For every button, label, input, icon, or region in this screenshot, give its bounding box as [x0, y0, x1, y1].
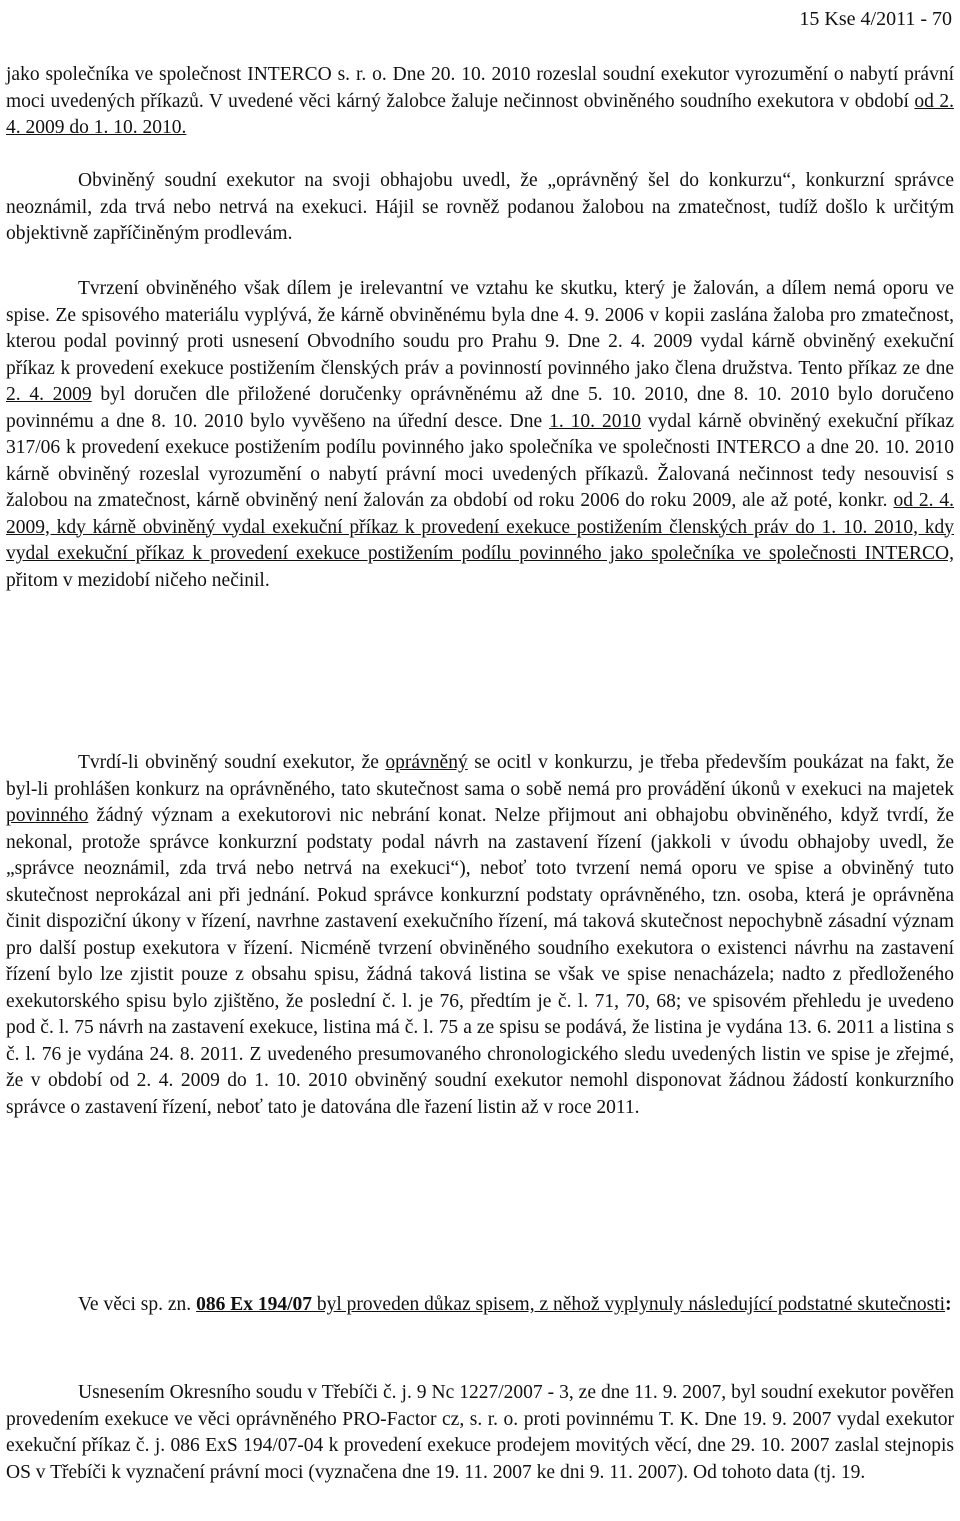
case-number-link: 086 Ex 194/07 [196, 1294, 312, 1315]
paragraph-3-underlined-period: od 2. 4. 2009, kdy kárně obviněný vydal exekuční příkaz k provedení exekuce postižením členských práv do 1. 10. 2010, kdy vydal exekuční příkaz k provedení exekuce postižením podílu povinného jako společníka ve společnosti INTERCO, [6, 490, 955, 564]
paragraph-6 [6, 1380, 954, 1486]
paragraph-3-text-1: Tvrzení obviněného však dílem je irelevantní ve vztahu ke skutku, který je žalován, a dílem nemá oporu ve spise. Ze spisového materiálu vyplývá, že kárně obviněnému byla dne 4. 9. 2006 v kopii zaslána žaloba pro zmatečnost, kterou podal povinný proti usnesení Obvodního soudu pro Prahu 9. Dne 2. 4. 2009 vydal kárně obviněný exekuční příkaz k provedení exekuce postižením členských práv a povinností povinného jako člena družstva. Tento příkaz ze dne [6, 278, 954, 379]
paragraph-4-text-3: žádný význam a exekutorovi nic nebrání konat. Nelze přijmout ani obhajobu obviněného, když tvrdí, že nekonal, protože správce konkurzní podstaty podal návrh na zastavení řízení (jakkoli v úvodu obhajoby uvedl, že „správce neoznámil, zda trvá nebo netrvá na exekuci“), neboť toto tvrzení nemá oporu ve spise a obviněný tuto skutečnost neprokázal ani při jednání. Pokud správce konkurzní podstaty oprávněného, tzn. osoba, která je oprávněna činit dispoziční úkony v řízení, navrhne zastavení exekučního řízení, má taková skutečnost nepochybně zásadní význam pro další postup exekutora v řízení. Nicméně tvrzení obviněného soudního exekutora o existenci návrhu na zastavení řízení bylo lze zjistit pouze z obsahu spisu, žádná taková listina se však ve spise nenacházela; nadto z předloženého exekutorského spisu bylo zjištěno, že poslední č. l. je 76, předtím je č. l. 71, 70, 68; ve spisovém přehledu je uvedeno pod č. l. 75 návrh na zastavení exekuce, listina má č. l. 75 a ze spisu se podává, že listina je vydána 13. 6. 2011 a listina s č. l. 76 je vydána 24. 8. 2011. Z uvedeného presumovaného chronologického sledu uvedených listin ve spise je zřejmé, že v období od 2. 4. 2009 do 1. 10. 2010 obviněný soudní exekutor nemohl disponovat žádnou žádostí konkurzního správce o zastavení řízení, neboť tato je datována dle řazení listin až v roce 2011. [6, 805, 954, 1118]
paragraph-3-text-4: přitom v mezidobí ničeho nečinil. [6, 569, 270, 591]
paragraph-3-underlined-date-1: 2. 4. 2009 [6, 384, 92, 405]
paragraph-4-underlined-povinneho: povinného [6, 805, 89, 826]
paragraph-2-text: Obviněný soudní exekutor na svoji obhajobu uvedl, že „oprávněný šel do konkurzu“, konkurzní správce neoznámil, zda trvá nebo netrvá na exekuci. Hájil se rovněž podanou žalobou na zmatečnost, tudíž došlo k určitým objektivně zapříčiněným prodlevám. [6, 170, 954, 244]
paragraph-1 [6, 62, 954, 142]
paragraph-4-underlined-opravneny: oprávněný [385, 752, 468, 773]
paragraph-4-text-2: se ocitl v konkurzu, je třeba především poukázat na fakt, že byl-li prohlášen konkurz na oprávněného, tato skutečnost sama o sobě nemá pro provádění úkonů v exekuci na majetek [6, 752, 954, 800]
paragraph-6-text: Usnesením Okresního soudu v Třebíči č. j. 9 Nc 1227/2007 - 3, ze dne 11. 9. 2007, byl soudní exekutor pověřen provedením exekuce ve věci oprávněného PRO-Factor cz, s. r. o. proti povinnému T. K. Dne 19. 9. 2007 vydal exekutor exekuční příkaz č. j. 086 ExS 194/07-04 k provedení exekuce prodejem movitých věcí, dne 29. 10. 2007 zaslal stejnopis OS v Třebíči k vyznačení právní moci (vyznačena dne 19. 11. 2007 ke dni 9. 11. 2007). Od tohoto data (tj. 19. [6, 1382, 954, 1483]
paragraph-1-text: jako společníka ve společnost INTERCO s. r. o. Dne 20. 10. 2010 rozeslal soudní exekutor vyrozumění o nabytí právní moci uvedených příkazů. V uvedené věci kárný žalobce žaluje nečinnost obviněného soudního exekutora v období [6, 64, 954, 112]
paragraph-3-text-2: byl doručen dle přiložené doručenky oprávněnému až dne 5. 10. 2010, dne 8. 10. 2010 bylo doručeno povinnému a dne 8. 10. 2010 bylo vyvěšeno na úřední desce. Dne [6, 384, 954, 432]
paragraph-3-text-3: vydal kárně obviněný exekuční příkaz 317/06 k provedení exekuce postižením podílu povinného jako společníka ve společnosti INTERCO a dne 20. 10. 2010 kárně obviněný rozeslal vyrozumění o nabytí právní moci uvedených příkazů. Žalovaná nečinnost tedy nesouvisí s žalobou na zmatečnost, kárně obviněný není žalován za období od roku 2006 do roku 2009, ale až poté, konkr. [6, 410, 954, 511]
paragraph-5-underlined-text: byl proveden důkaz spisem, z něhož vyplynuly následující podstatné skutečnosti [312, 1294, 946, 1315]
paragraph-4-text-1: Tvrdí-li obviněný soudní exekutor, že [78, 752, 386, 773]
paragraph-5-text: Ve věci sp. zn. [78, 1294, 197, 1315]
paragraph-1-underlined-period: od 2. 4. 2009 do 1. 10. 2010. [6, 90, 954, 138]
paragraph-2 [6, 168, 954, 248]
paragraph-3 [6, 276, 954, 594]
paragraph-5 [6, 1292, 954, 1319]
case-reference-header: 15 Kse 4/2011 - 70 [799, 8, 952, 30]
paragraph-5-colon: : [945, 1294, 952, 1315]
paragraph-3-underlined-date-2: 1. 10. 2010 [549, 410, 641, 432]
paragraph-4 [6, 750, 954, 1121]
